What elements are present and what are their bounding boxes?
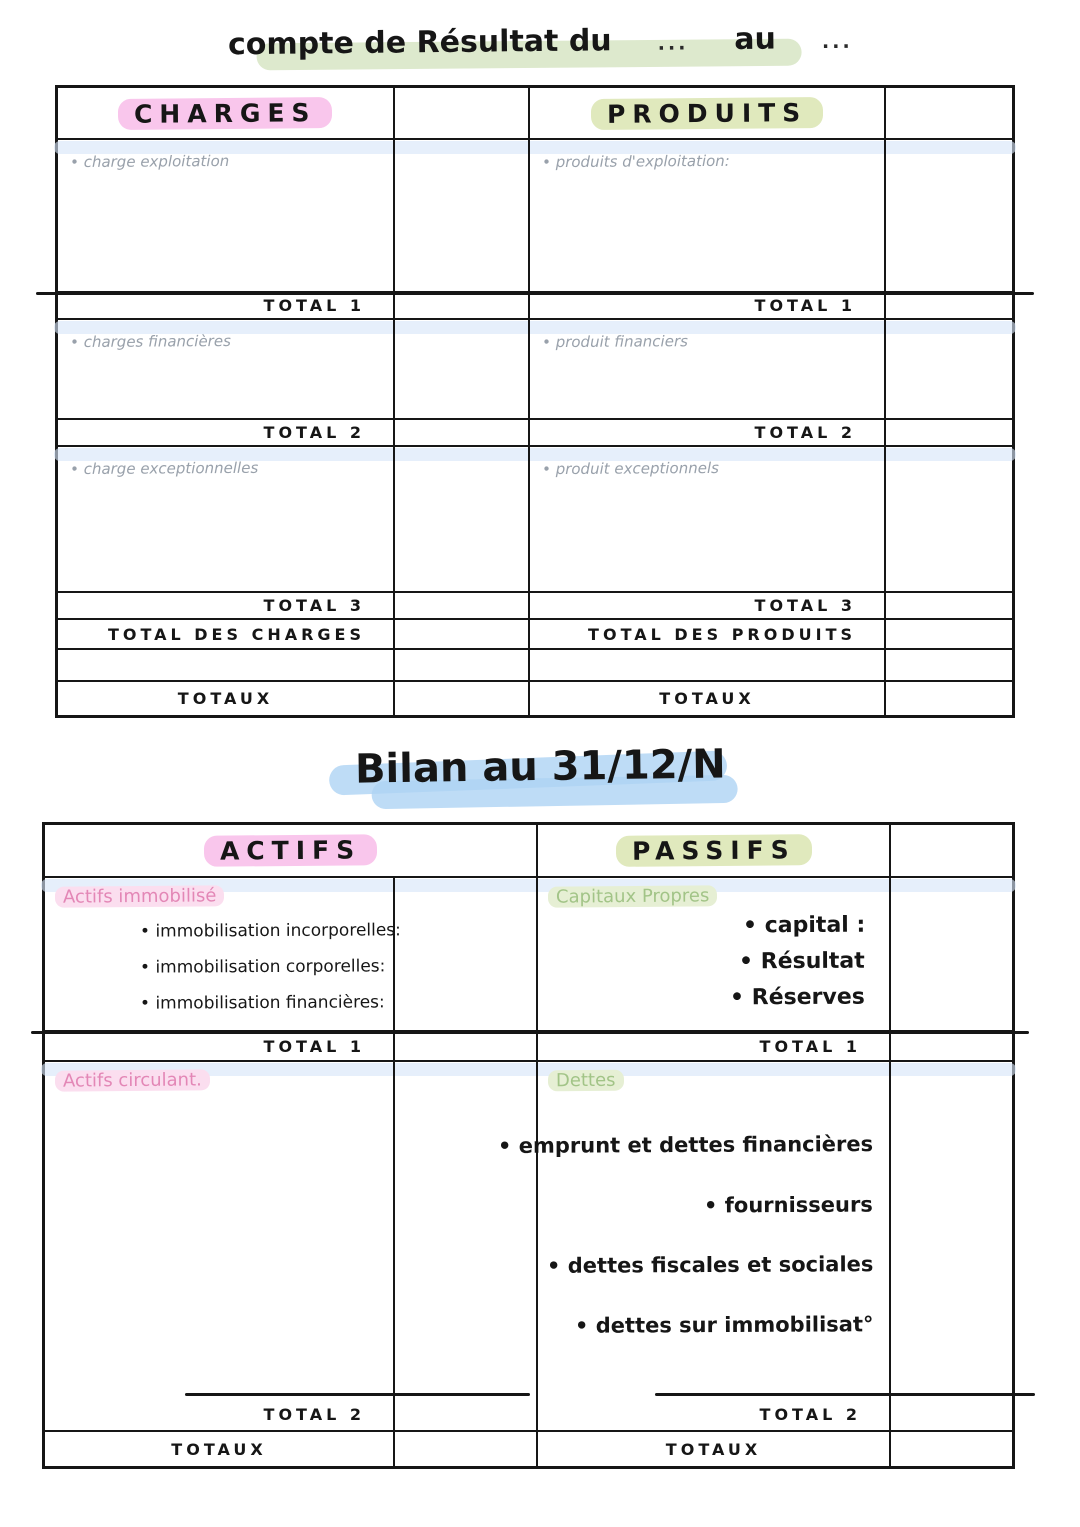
dettes-item: • dettes fiscales et sociales (546, 1252, 874, 1278)
produits-total1-label: TOTAL 1 (754, 296, 856, 315)
passifs-total1-cell (538, 1032, 891, 1062)
balance-sheet-table (42, 822, 1015, 1469)
produits-exceptionnels-label: • produit exceptionnels (541, 458, 719, 479)
income-statement-table (55, 85, 1015, 718)
charges-total2-cell (58, 420, 395, 447)
actifs-circulant-label: Actifs circulant. (55, 1069, 210, 1091)
total-des-charges-label: TOTAL DES CHARGES (107, 624, 365, 644)
income-statement-title (0, 21, 1080, 63)
empty-cell (395, 420, 530, 447)
produits-financiers-cell (530, 320, 886, 420)
actifs-total1-cell (45, 1032, 395, 1062)
empty-cell (395, 447, 530, 593)
total-des-charges-cell (58, 620, 395, 650)
produits-exploitation-cell (530, 140, 886, 293)
passifs-total2-label: TOTAL 2 (759, 1404, 861, 1424)
balance-sheet-title (0, 741, 1080, 793)
immobilisation-item: • immobilisation corporelles: (139, 956, 386, 978)
empty-cell (886, 593, 1012, 620)
produits-totaux-label: TOTAUX (659, 689, 755, 708)
empty-cell (886, 447, 1012, 593)
actifs-header-cell (45, 825, 538, 878)
charges-total2-label: TOTAL 2 (263, 423, 365, 442)
empty-cell (891, 1432, 1012, 1466)
produits-total3-label: TOTAL 3 (754, 596, 856, 615)
actifs-header: ACTIFS (204, 834, 377, 867)
produits-total2-label: TOTAL 2 (754, 423, 856, 442)
produits-exceptionnels-cell (530, 447, 886, 593)
empty-cell (886, 88, 1012, 140)
charges-exceptionnelles-cell (58, 447, 395, 593)
dettes-label: Dettes (548, 1070, 624, 1092)
capitaux-propres-label: Capitaux Propres (548, 885, 718, 907)
charges-totaux-label: TOTAUX (177, 689, 274, 708)
empty-cell (891, 878, 1012, 1032)
empty-cell (886, 650, 1012, 682)
empty-cell (886, 140, 1012, 293)
empty-cell (891, 825, 1012, 878)
income-title-au: au (733, 21, 776, 57)
produits-exploitation-label: • produits d'exploitation: (541, 151, 730, 172)
charges-exceptionnelles-label: • charge exceptionnelles (69, 458, 259, 479)
empty-cell (891, 1032, 1012, 1062)
empty-cell (395, 650, 530, 682)
passifs-totaux-cell (538, 1432, 891, 1466)
immobilisation-item: • immobilisation financières: (139, 992, 385, 1014)
produits-financiers-label: • produit financiers (541, 332, 688, 352)
produits-header-cell (530, 88, 886, 140)
actifs-immobilise-cell (45, 878, 401, 1032)
produits-total3-cell (530, 593, 886, 620)
hand-drawn-line (36, 292, 1034, 295)
capitaux-item: • Résultat (739, 948, 866, 975)
charges-exploitation-label: • charge exploitation (69, 151, 230, 172)
dettes-item: • dettes sur immobilisat° (574, 1312, 874, 1338)
total-des-produits-label: TOTAL DES PRODUITS (588, 624, 856, 644)
empty-cell (886, 320, 1012, 420)
balance-sheet-title-text: Bilan au 31/12/N (354, 741, 726, 793)
charges-financieres-cell (58, 320, 395, 420)
charges-header: CHARGES (118, 97, 333, 130)
empty-cell (891, 1062, 1012, 1398)
partial-rule-left (185, 1393, 530, 1396)
produits-total1-cell (530, 293, 886, 320)
empty-cell (395, 320, 530, 420)
total-des-produits-cell (530, 620, 886, 650)
charges-header-cell (58, 88, 395, 140)
dettes-item: • emprunt et dettes financières (497, 1132, 874, 1158)
empty-cell (395, 140, 530, 293)
empty-cell (395, 1062, 538, 1398)
immobilisation-item: • immobilisation incorporelles: (139, 920, 401, 942)
empty-cell (395, 620, 530, 650)
passifs-totaux-label: TOTAUX (665, 1439, 762, 1459)
empty-cell (395, 88, 530, 140)
empty-cell (58, 650, 395, 682)
hand-drawn-line (31, 1031, 1029, 1034)
empty-cell (395, 1032, 538, 1062)
title-dots: ... (657, 32, 689, 55)
title-dots: ... (821, 30, 853, 54)
produits-totaux-cell (530, 682, 886, 715)
passifs-total1-label: TOTAL 1 (759, 1036, 861, 1056)
produits-header: PRODUITS (591, 96, 824, 129)
empty-cell (395, 878, 538, 1032)
passifs-total2-cell (538, 1398, 891, 1432)
produits-total2-cell (530, 420, 886, 447)
charges-financieres-label: • charges financières (69, 331, 231, 352)
charges-exploitation-cell (58, 140, 395, 293)
empty-cell (395, 682, 530, 715)
charges-total1-label: TOTAL 1 (263, 296, 365, 315)
empty-cell (886, 620, 1012, 650)
passifs-header: PASSIFS (616, 834, 812, 867)
capitaux-item: • Réserves (730, 984, 866, 1011)
empty-cell (891, 1398, 1012, 1432)
empty-cell (886, 420, 1012, 447)
actifs-total2-cell (45, 1398, 395, 1432)
capitaux-propres-cell (538, 878, 891, 1032)
actifs-circulant-cell (45, 1062, 395, 1398)
empty-cell (395, 293, 530, 320)
charges-total3-cell (58, 593, 395, 620)
actifs-totaux-cell (45, 1432, 395, 1466)
charges-totaux-cell (58, 682, 395, 715)
empty-cell (530, 650, 886, 682)
capitaux-item: • capital : (742, 912, 866, 939)
empty-cell (886, 293, 1012, 320)
actifs-total1-label: TOTAL 1 (263, 1036, 365, 1056)
dettes-cell (497, 1062, 891, 1398)
empty-cell (395, 1432, 538, 1466)
dettes-item: • fournisseurs (704, 1192, 874, 1218)
passifs-header-cell (538, 825, 891, 878)
empty-cell (886, 682, 1012, 715)
charges-total1-cell (58, 293, 395, 320)
empty-cell (395, 593, 530, 620)
partial-rule-right (655, 1393, 1035, 1396)
actifs-totaux-label: TOTAUX (171, 1439, 267, 1459)
actifs-total2-label: TOTAL 2 (263, 1404, 365, 1424)
empty-cell (395, 1398, 538, 1432)
income-title-text: compte de Résultat du (227, 23, 612, 63)
actifs-immobilise-label: Actifs immobilisé (55, 885, 225, 907)
charges-total3-label: TOTAL 3 (263, 596, 365, 615)
